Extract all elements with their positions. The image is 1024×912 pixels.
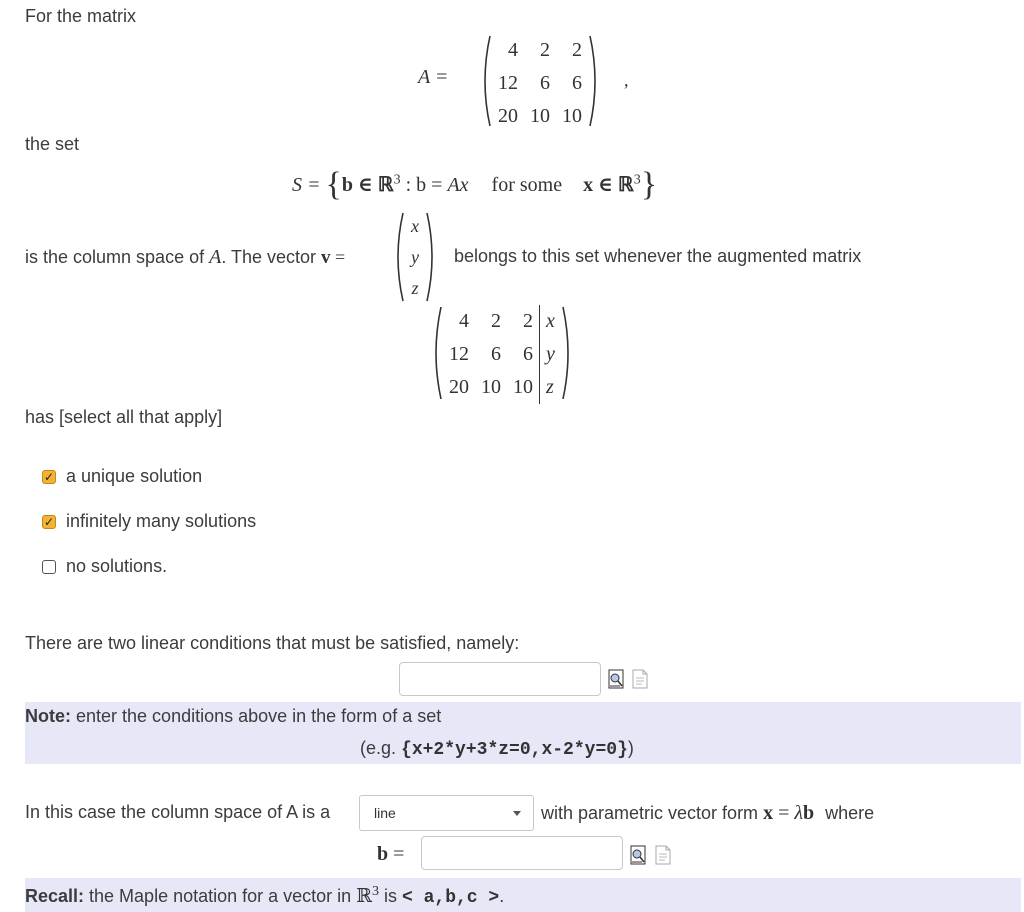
augmented-matrix bbox=[429, 305, 575, 401]
augmented-matrix-cell: 12 bbox=[449, 343, 469, 365]
chevron-down-icon bbox=[513, 811, 521, 816]
matrix-a-cell: 12 bbox=[498, 72, 518, 94]
augmented-matrix-cell: x bbox=[540, 305, 561, 338]
augmented-matrix-cell: 6 bbox=[523, 343, 533, 365]
matrix-a-label: A = bbox=[418, 66, 449, 88]
vector-v-entry: x bbox=[411, 216, 419, 237]
option-infinitely-many[interactable]: ✓ infinitely many solutions bbox=[43, 511, 257, 531]
case-text: In this case the column space of A is a bbox=[25, 802, 331, 822]
note-text: Note: enter the conditions above in the form of a set bbox=[25, 706, 442, 726]
intro-text: For the matrix bbox=[25, 6, 137, 26]
checkbox-unchecked-icon[interactable] bbox=[42, 560, 56, 574]
preview-icon[interactable] bbox=[630, 845, 646, 865]
vector-v-entry: z bbox=[411, 277, 419, 298]
help-doc-icon[interactable] bbox=[655, 845, 671, 865]
column-space-text: is the column space of A. The vector v = bbox=[25, 246, 346, 268]
checkbox-checked-icon[interactable]: ✓ bbox=[43, 469, 55, 484]
vector-v bbox=[391, 211, 439, 303]
augmented-matrix-cell: 2 bbox=[523, 310, 533, 332]
augmented-matrix-cell: y bbox=[540, 338, 561, 371]
augmented-matrix-cell: 2 bbox=[491, 310, 501, 332]
b-label: b = bbox=[377, 843, 405, 865]
parametric-form-text: with parametric vector form x = λb where bbox=[541, 802, 875, 824]
augmented-matrix-cell: 6 bbox=[491, 343, 501, 365]
recall-text: Recall: the Maple notation for a vector in ℝ$^3$ is < a,b,c >. bbox=[25, 884, 505, 908]
option-no-solutions[interactable]: no solutions. bbox=[42, 556, 167, 577]
augmented-matrix-cell: 10 bbox=[481, 376, 501, 398]
matrix-a-cell: 20 bbox=[498, 105, 518, 127]
augmented-matrix-cell: 4 bbox=[459, 310, 469, 332]
augmented-matrix-cell: z bbox=[540, 371, 561, 404]
conditions-text: There are two linear conditions that must be satisfied, namely: bbox=[25, 633, 520, 653]
matrix-a bbox=[478, 34, 602, 128]
b-vector-input[interactable] bbox=[421, 836, 623, 870]
matrix-a-cell: 10 bbox=[530, 105, 550, 127]
vector-v-entry: y bbox=[411, 246, 419, 267]
matrix-a-cell: 2 bbox=[540, 39, 550, 61]
matrix-a-cell: 4 bbox=[508, 39, 518, 61]
augmented-matrix-cell: 10 bbox=[513, 376, 533, 398]
conditions-input[interactable] bbox=[399, 662, 601, 696]
the-set-text: the set bbox=[25, 134, 80, 154]
set-definition: S = {b ∈ ℝ$^3$ : b = Ax for some x ∈ ℝ$^3$} bbox=[292, 166, 658, 203]
augmented-matrix-cell: 20 bbox=[449, 376, 469, 398]
matrix-a-cell: 6 bbox=[540, 72, 550, 94]
help-doc-icon[interactable] bbox=[632, 669, 648, 689]
shape-select[interactable]: line bbox=[359, 795, 534, 831]
belongs-text: belongs to this set whenever the augmented matrix bbox=[454, 246, 862, 266]
note-example: (e.g. {x+2*y+3*z=0,x-2*y=0}) bbox=[360, 738, 634, 760]
checkbox-checked-icon[interactable]: ✓ bbox=[43, 514, 55, 529]
matrix-a-comma: , bbox=[624, 70, 629, 90]
select-all-text: has [select all that apply] bbox=[25, 407, 223, 427]
matrix-a-cell: 6 bbox=[572, 72, 582, 94]
option-unique-solution[interactable]: ✓ a unique solution bbox=[43, 466, 203, 486]
preview-icon[interactable] bbox=[608, 669, 624, 689]
matrix-a-cell: 10 bbox=[562, 105, 582, 127]
matrix-a-cell: 2 bbox=[572, 39, 582, 61]
